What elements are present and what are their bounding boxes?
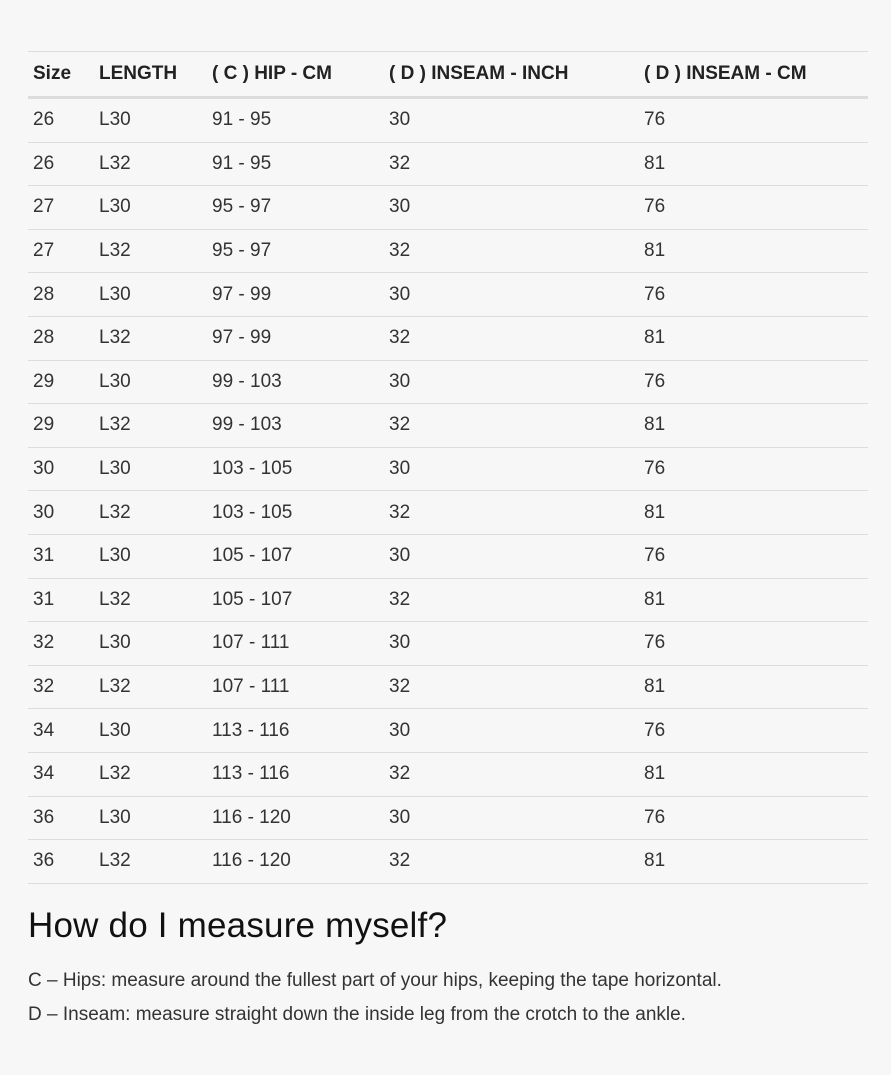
- table-header-row: [28, 52, 868, 98]
- inseam-cm-cell: 81: [639, 404, 868, 448]
- size-cell: 31: [28, 534, 94, 578]
- table-row: [28, 447, 868, 491]
- table-row: [28, 709, 868, 753]
- size-cell: 32: [28, 622, 94, 666]
- table-row: [28, 665, 868, 709]
- table-row: [28, 796, 868, 840]
- inseam-inch-cell: 30: [384, 447, 639, 491]
- inseam-inch-cell: 30: [384, 273, 639, 317]
- hip-cm-cell: 105 - 107: [207, 534, 384, 578]
- inseam-instruction: D – Inseam: measure straight down the inside leg from the crotch to the ankle.: [28, 1003, 686, 1025]
- inseam-inch-cell: 30: [384, 709, 639, 753]
- inseam-inch-cell: 30: [384, 534, 639, 578]
- length-cell: L30: [94, 98, 207, 143]
- size-cell: 30: [28, 491, 94, 535]
- inseam-cm-cell: 81: [639, 840, 868, 884]
- length-cell: L30: [94, 273, 207, 317]
- size-cell: 29: [28, 404, 94, 448]
- size-cell: 34: [28, 709, 94, 753]
- length-cell: L32: [94, 578, 207, 622]
- hip-cm-cell: 113 - 116: [207, 752, 384, 796]
- hip-cm-cell: 105 - 107: [207, 578, 384, 622]
- inseam-cm-cell: 81: [639, 665, 868, 709]
- inseam-cm-cell: 76: [639, 622, 868, 666]
- inseam-cm-cell: 81: [639, 578, 868, 622]
- table-row: [28, 316, 868, 360]
- inseam-inch-cell: 32: [384, 752, 639, 796]
- table-row: [28, 404, 868, 448]
- inseam-inch-cell: 32: [384, 229, 639, 273]
- size-cell: 36: [28, 840, 94, 884]
- table-row: [28, 578, 868, 622]
- size-cell: 32: [28, 665, 94, 709]
- inseam-inch-cell: 30: [384, 186, 639, 230]
- hip-cm-cell: 103 - 105: [207, 447, 384, 491]
- size-cell: 36: [28, 796, 94, 840]
- length-cell: L30: [94, 709, 207, 753]
- inseam-cm-cell: 81: [639, 142, 868, 186]
- column-header-inseam-inch: ( D ) INSEAM - INCH: [384, 52, 639, 98]
- length-cell: L32: [94, 752, 207, 796]
- table-row: [28, 491, 868, 535]
- inseam-inch-cell: 32: [384, 316, 639, 360]
- inseam-inch-cell: 30: [384, 622, 639, 666]
- table-row: [28, 229, 868, 273]
- size-cell: 31: [28, 578, 94, 622]
- inseam-cm-cell: 76: [639, 360, 868, 404]
- hip-cm-cell: 113 - 116: [207, 709, 384, 753]
- table-row: [28, 752, 868, 796]
- inseam-cm-cell: 76: [639, 534, 868, 578]
- length-cell: L32: [94, 840, 207, 884]
- inseam-inch-cell: 32: [384, 142, 639, 186]
- hip-cm-cell: 91 - 95: [207, 98, 384, 143]
- table-row: [28, 622, 868, 666]
- inseam-inch-cell: 30: [384, 360, 639, 404]
- hip-cm-cell: 103 - 105: [207, 491, 384, 535]
- inseam-cm-cell: 76: [639, 98, 868, 143]
- inseam-cm-cell: 76: [639, 709, 868, 753]
- hip-cm-cell: 91 - 95: [207, 142, 384, 186]
- length-cell: L32: [94, 665, 207, 709]
- size-cell: 30: [28, 447, 94, 491]
- hips-instruction: C – Hips: measure around the fullest part of your hips, keeping the tape horizontal.: [28, 969, 722, 991]
- inseam-cm-cell: 81: [639, 229, 868, 273]
- hip-cm-cell: 97 - 99: [207, 316, 384, 360]
- length-cell: L30: [94, 360, 207, 404]
- length-cell: L32: [94, 316, 207, 360]
- inseam-inch-cell: 32: [384, 491, 639, 535]
- size-cell: 26: [28, 142, 94, 186]
- length-cell: L32: [94, 229, 207, 273]
- hip-cm-cell: 107 - 111: [207, 665, 384, 709]
- length-cell: L30: [94, 186, 207, 230]
- inseam-inch-cell: 30: [384, 796, 639, 840]
- hip-cm-cell: 116 - 120: [207, 796, 384, 840]
- table-row: [28, 186, 868, 230]
- column-header-size: Size: [28, 52, 94, 98]
- size-cell: 28: [28, 316, 94, 360]
- length-cell: L32: [94, 142, 207, 186]
- inseam-inch-cell: 32: [384, 840, 639, 884]
- size-cell: 29: [28, 360, 94, 404]
- inseam-cm-cell: 81: [639, 752, 868, 796]
- size-cell: 34: [28, 752, 94, 796]
- inseam-inch-cell: 32: [384, 404, 639, 448]
- table-row: [28, 360, 868, 404]
- table-row: [28, 840, 868, 884]
- inseam-inch-cell: 30: [384, 98, 639, 143]
- inseam-inch-cell: 32: [384, 578, 639, 622]
- column-header-inseam-cm: ( D ) INSEAM - CM: [639, 52, 868, 98]
- inseam-cm-cell: 76: [639, 447, 868, 491]
- inseam-inch-cell: 32: [384, 665, 639, 709]
- size-cell: 26: [28, 98, 94, 143]
- length-cell: L32: [94, 404, 207, 448]
- inseam-cm-cell: 76: [639, 273, 868, 317]
- inseam-cm-cell: 81: [639, 491, 868, 535]
- table-row: [28, 142, 868, 186]
- inseam-cm-cell: 76: [639, 186, 868, 230]
- hip-cm-cell: 99 - 103: [207, 404, 384, 448]
- hip-cm-cell: 95 - 97: [207, 186, 384, 230]
- size-cell: 27: [28, 229, 94, 273]
- table-row: [28, 534, 868, 578]
- hip-cm-cell: 99 - 103: [207, 360, 384, 404]
- hip-cm-cell: 97 - 99: [207, 273, 384, 317]
- length-cell: L30: [94, 447, 207, 491]
- column-header-hip-cm: ( C ) HIP - CM: [207, 52, 384, 98]
- size-chart-table: [28, 51, 868, 884]
- inseam-cm-cell: 76: [639, 796, 868, 840]
- size-cell: 27: [28, 186, 94, 230]
- table-row: [28, 98, 868, 143]
- hip-cm-cell: 95 - 97: [207, 229, 384, 273]
- hip-cm-cell: 107 - 111: [207, 622, 384, 666]
- length-cell: L30: [94, 534, 207, 578]
- table-body: [28, 98, 868, 884]
- length-cell: L30: [94, 622, 207, 666]
- inseam-cm-cell: 81: [639, 316, 868, 360]
- measure-heading: How do I measure myself?: [28, 905, 448, 945]
- measure-notes: [28, 964, 868, 1032]
- hip-cm-cell: 116 - 120: [207, 840, 384, 884]
- column-header-length: LENGTH: [94, 52, 207, 98]
- table-row: [28, 273, 868, 317]
- size-cell: 28: [28, 273, 94, 317]
- length-cell: L32: [94, 491, 207, 535]
- length-cell: L30: [94, 796, 207, 840]
